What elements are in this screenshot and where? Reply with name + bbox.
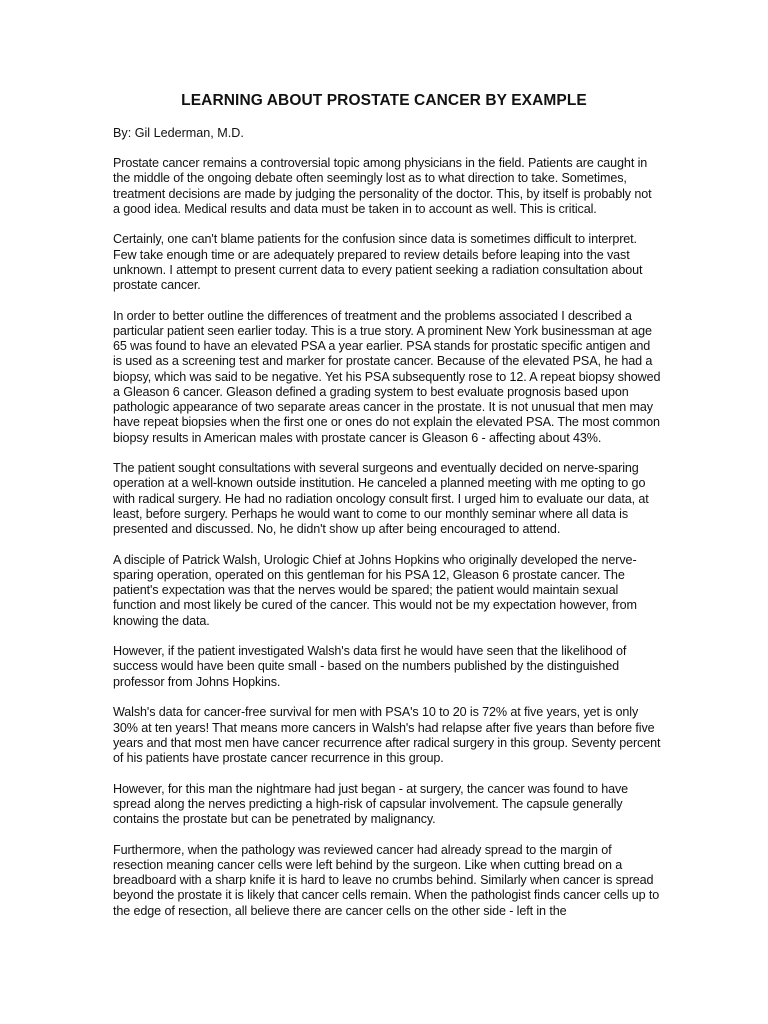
document-body (113, 156, 661, 918)
document-title: LEARNING ABOUT PROSTATE CANCER BY EXAMPLE (181, 92, 587, 109)
paragraph: The patient sought consultations with several surgeons and eventually decided on nerve-sparing operation at a well-known outside institution. He canceled a planned meeting with me opting to go with radical surgery. He had no radiation oncology consult first. I urged him to evaluate our data, at least, before surgery. Perhaps he would want to come to our monthly seminar where all data is presented and discussed. No, he didn't show up after being encouraged to attend. (113, 461, 649, 537)
paragraph: However, if the patient investigated Walsh's data first he would have seen that the likelihood of success would have been quite small - based on the numbers published by the distinguished professor from Johns Hopkins. (113, 644, 627, 689)
paragraph: Certainly, one can't blame patients for the confusion since data is sometimes difficult to interpret. Few take enough time or are adequately prepared to review details before leaping into the vast unknown. I attempt to present current data to every patient seeking a radiation consultation about prostate cancer. (113, 232, 643, 293)
paragraph: A disciple of Patrick Walsh, Urologic Chief at Johns Hopkins who originally developed the nerve-sparing operation, operated on this gentleman for his PSA 12, Gleason 6 prostate cancer. The patient's expectation was that the nerves would be spared; the patient would maintain sexual function and most likely be cured of the cancer. This would not be my expectation however, from knowing the data. (113, 552, 637, 628)
paragraph: In order to better outline the differences of treatment and the problems associated I described a particular patient seen earlier today. This is a true story. A prominent New York businessman at age 65 was found to have an elevated PSA a year earlier. PSA stands for prostatic specific antigen and is used as a screening test and marker for prostate cancer. Because of the elevated PSA, he had a biopsy, which was said to be negative. Yet his PSA subsequently rose to 12. A repeat biopsy showed a Gleason 6 cancer. Gleason defined a grading system to best evaluate prognosis based upon pathologic appearance of two separate areas cancer in the prostate. It is not unusual that men may have repeat biopsies when the first one or ones do not explain the elevated PSA. The most common biopsy results in American males with prostate cancer is Gleason 6 - affecting about 43%. (113, 308, 661, 445)
paragraph: However, for this man the nightmare had just began - at surgery, the cancer was found to have spread along the nerves predicting a high-risk of capsular involvement. The capsule generally contains the prostate but can be penetrated by malignancy. (113, 781, 629, 827)
paragraph: Walsh's data for cancer-free survival for men with PSA's 10 to 20 is 72% at five years, yet is only 30% at ten years! That means more cancers in Walsh's had relapse after five years than before five years and that most men have cancer recurrence after radical surgery in this group. Seventy percent of his patients have prostate cancer recurrence in this group. (113, 705, 661, 766)
author-byline: By: Gil Lederman, M.D. (113, 126, 244, 140)
paragraph: Prostate cancer remains a controversial topic among physicians in the field. Patients are caught in the middle of the ongoing debate often seemingly lost as to what direction to take. Sometimes, treatment decisions are made by judging the personality of the doctor. This, by itself is probably not a good idea. Medical results and data must be taken in to account as well. This is critical. (113, 156, 652, 216)
paragraph: Furthermore, when the pathology was reviewed cancer had already spread to the margin of resection meaning cancer cells were left behind by the surgeon. Like when cutting bread on a breadboard with a sharp knife it is hard to leave no crumbs behind. Similarly when cancer is spread beyond the prostate it is likely that cancer cells remain. When the pathologist finds cancer cells up to the edge of resection, all believe there are cancer cells on the other side - left in the (113, 842, 660, 918)
